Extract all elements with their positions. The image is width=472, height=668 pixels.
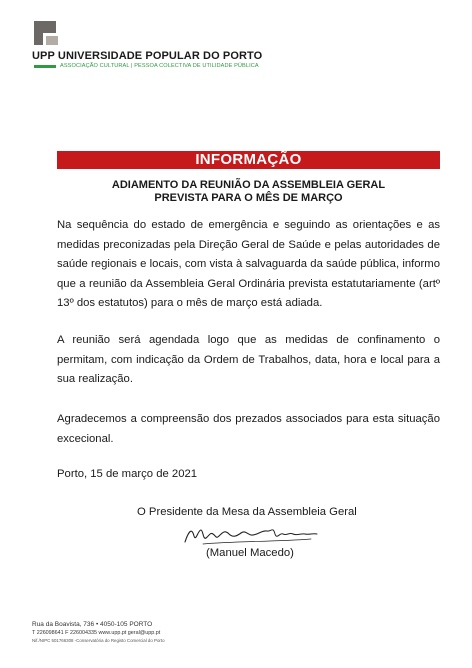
org-full-name: UNIVERSIDADE POPULAR DO PORTO [57,50,263,62]
org-name [32,50,262,62]
brand-rule [34,65,56,68]
footer-registry: Nif./NIPC 501766308 -Conservatória do Registo Comercial do Porto [32,638,165,643]
heading-line-1: ADIAMENTO DA REUNIÃO DA ASSEMBLEIA GERAL [111,179,386,191]
paragraph-1: Na sequência do estado de emergência e seguindo as orientações e as medidas preconizadas pela Direção Geral de Saúde e pelas autoridades de saúde regionais e locais, com vista à salvaguarda da saúde pública, informo que a reunião da Assembleia Geral Ordinária prevista estatutariamente (artº 13º dos estatutos) para o mês de março está adiada. [57,219,440,309]
footer [32,620,165,644]
org-abbr: UPP [32,50,55,62]
upp-logo-icon [32,19,60,47]
handwritten-signature [183,522,321,548]
signatory-name: (Manuel Macedo) [206,547,294,559]
signatory-title: O Presidente da Mesa da Assembleia Geral [137,506,357,518]
footer-contacts: T 226098641 F 226004335 www.upp.pt geral@upp.pt [32,630,161,636]
heading-line-2: PREVISTA PARA O MÊS DE MARÇO [154,192,343,204]
org-subtitle: ASSOCIAÇÃO CULTURAL | PESSOA COLECTIVA DE UTILIDADE PÚBLICA [60,63,259,69]
paragraph-3: Agradecemos a compreensão dos prezados associados para esta situação excecional. [57,413,440,445]
paragraph-2: A reunião será agendada logo que as medidas de confinamento o permitam, com indicação da Ordem de Trabalhos, data, hora e local para a sua realização. [57,334,440,385]
footer-address: Rua da Boavista, 736 • 4050-105 PORTO [32,621,153,628]
info-banner: INFORMAÇÃO [57,151,440,169]
document-heading [57,179,440,205]
dateline: Porto, 15 de março de 2021 [57,468,198,480]
